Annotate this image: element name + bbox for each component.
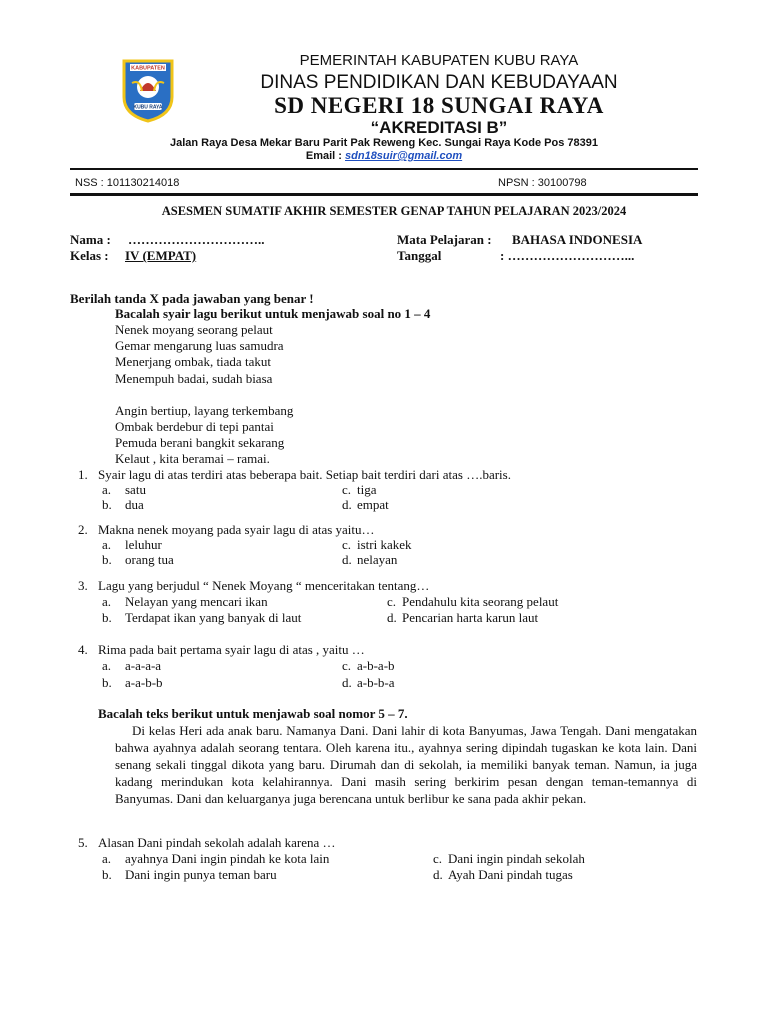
answer-option[interactable]: orang tua xyxy=(125,552,174,567)
answer-option[interactable]: dua xyxy=(125,497,144,512)
letterhead-accreditation: “AKREDITASI B” xyxy=(370,118,508,137)
email-link[interactable]: sdn18suir@gmail.com xyxy=(345,150,463,162)
poem-line: Menempuh badai, sudah biasa xyxy=(115,371,273,386)
question-number: 2. xyxy=(78,522,88,537)
letterhead-government: PEMERINTAH KABUPATEN KUBU RAYA xyxy=(299,52,579,69)
question-text: Makna nenek moyang pada syair lagu di atas yaitu… xyxy=(98,522,375,537)
instruction: Berilah tanda X pada jawaban yang benar ! xyxy=(70,291,314,306)
kelas-field: IV (EMPAT) xyxy=(125,248,197,263)
question-text: Rima pada bait pertama syair lagu di atas , yaitu … xyxy=(98,642,365,657)
mapel-label: Mata Pelajaran : xyxy=(397,232,492,247)
option-letter: d. xyxy=(342,552,352,567)
poem-line: Angin bertiup, layang terkembang xyxy=(115,403,294,418)
answer-option[interactable]: ayahnya Dani ingin pindah ke kota lain xyxy=(125,851,330,866)
option-letter: b. xyxy=(102,497,112,512)
regency-emblem-logo xyxy=(120,57,176,123)
tanggal-label: Tanggal xyxy=(397,248,442,263)
header-rule-top xyxy=(70,168,698,170)
question-number: 3. xyxy=(78,578,88,593)
question-text: Lagu yang berjudul “ Nenek Moyang “ menceritakan tentang… xyxy=(98,578,430,593)
poem-line: Kelaut , kita beramai – ramai. xyxy=(115,451,270,466)
nama-label: Nama : xyxy=(70,232,111,247)
tanggal-field[interactable]: : ………………………... xyxy=(500,248,635,263)
poem-line: Pemuda berani bangkit sekarang xyxy=(115,435,285,450)
email-label: Email : xyxy=(305,150,342,162)
mapel-value: BAHASA INDONESIA xyxy=(512,232,643,247)
letterhead-address: Jalan Raya Desa Mekar Baru Parit Pak Reweng Kec. Sungai Raya Kode Pos 78391 xyxy=(170,137,598,149)
answer-option[interactable]: Dani ingin pindah sekolah xyxy=(448,851,585,866)
option-letter: d. xyxy=(387,610,397,625)
answer-option[interactable]: Terdapat ikan yang banyak di laut xyxy=(125,610,302,625)
kelas-label: Kelas : xyxy=(70,248,109,263)
poem-intro: Bacalah syair lagu berikut untuk menjawab soal no 1 – 4 xyxy=(115,306,431,321)
option-letter: d. xyxy=(342,675,352,690)
answer-option[interactable]: Pendahulu kita seorang pelaut xyxy=(402,594,559,609)
poem-line: Gemar mengarung luas samudra xyxy=(115,338,284,353)
letterhead-email-line xyxy=(100,150,668,162)
option-letter: d. xyxy=(433,867,443,882)
question-text: Alasan Dani pindah sekolah adalah karena … xyxy=(98,835,336,850)
nama-field[interactable]: ………………………….. xyxy=(128,232,265,247)
logo-caption: KUBU RAYA xyxy=(133,104,163,111)
npsn-number: NPSN : 30100798 xyxy=(498,177,587,189)
question-number: 5. xyxy=(78,835,88,850)
option-letter: b. xyxy=(102,610,112,625)
option-letter: a. xyxy=(102,658,112,673)
option-letter: a. xyxy=(102,537,112,552)
logo-text: KABUPATEN xyxy=(131,65,165,72)
option-letter: c. xyxy=(433,851,443,866)
option-letter: d. xyxy=(342,497,352,512)
option-letter: c. xyxy=(342,482,352,497)
option-letter: a. xyxy=(102,482,112,497)
answer-option[interactable]: Ayah Dani pindah tugas xyxy=(448,867,573,882)
letterhead-department: DINAS PENDIDIKAN DAN KEBUDAYAAN xyxy=(260,72,618,93)
answer-option[interactable]: Pencarian harta karun laut xyxy=(402,610,539,625)
question-number: 4. xyxy=(78,642,88,657)
letterhead-school-name: SD NEGERI 18 SUNGAI RAYA xyxy=(274,93,604,118)
option-letter: c. xyxy=(342,658,352,673)
answer-option[interactable]: a-b-a-b xyxy=(357,658,395,673)
answer-option[interactable]: nelayan xyxy=(357,552,398,567)
option-letter: b. xyxy=(102,552,112,567)
answer-option[interactable]: empat xyxy=(357,497,389,512)
answer-option[interactable]: leluhur xyxy=(125,537,162,552)
answer-option[interactable]: satu xyxy=(125,482,146,497)
answer-option[interactable]: tiga xyxy=(357,482,377,497)
question-number: 1. xyxy=(78,467,88,482)
option-letter: a. xyxy=(102,851,112,866)
option-letter: c. xyxy=(387,594,397,609)
nss-number: NSS : 101130214018 xyxy=(75,177,180,189)
poem-line: Menerjang ombak, tiada takut xyxy=(115,354,271,369)
header-rule-bottom xyxy=(70,193,698,196)
answer-option[interactable]: a-a-a-a xyxy=(125,658,162,673)
answer-option[interactable]: a-a-b-b xyxy=(125,675,163,690)
option-letter: b. xyxy=(102,867,112,882)
exam-title: ASESMEN SUMATIF AKHIR SEMESTER GENAP TAHUN PELAJARAN 2023/2024 xyxy=(161,204,627,218)
answer-option[interactable]: a-b-b-a xyxy=(357,675,395,690)
option-letter: c. xyxy=(342,537,352,552)
poem-line: Ombak berdebur di tepi pantai xyxy=(115,419,274,434)
option-letter: a. xyxy=(102,594,112,609)
answer-option[interactable]: Nelayan yang mencari ikan xyxy=(125,594,268,609)
answer-option[interactable]: istri kakek xyxy=(357,537,412,552)
question-text: Syair lagu di atas terdiri atas beberapa bait. Setiap bait terdiri dari atas ….baris. xyxy=(98,467,511,482)
poem-line: Nenek moyang seorang pelaut xyxy=(115,322,273,337)
reading-passage: Di kelas Heri ada anak baru. Namanya Dani. Dani lahir di kota Banyumas, Jawa Tengah. Dani mengatakan bahwa ayahnya adalah seorang tentara. Oleh karena itu., ayahnya sering dipindah tugaskan ke kota lain. Dani senang sekali tinggal dikota yang baru. Dirumah dan di sekolah, ia memiliki banyak teman. Namun, ia juga kadang merindukan kota kelahirannya. Dani masih sering berkirim pesan dengan teman-temannya di Banyumas. Dani dan keluarganya juga berencana untuk berlibur ke sana pada akhir pekan. xyxy=(115,723,697,806)
answer-option[interactable]: Dani ingin punya teman baru xyxy=(125,867,277,882)
reading-intro: Bacalah teks berikut untuk menjawab soal nomor 5 – 7. xyxy=(98,706,408,721)
option-letter: b. xyxy=(102,675,112,690)
